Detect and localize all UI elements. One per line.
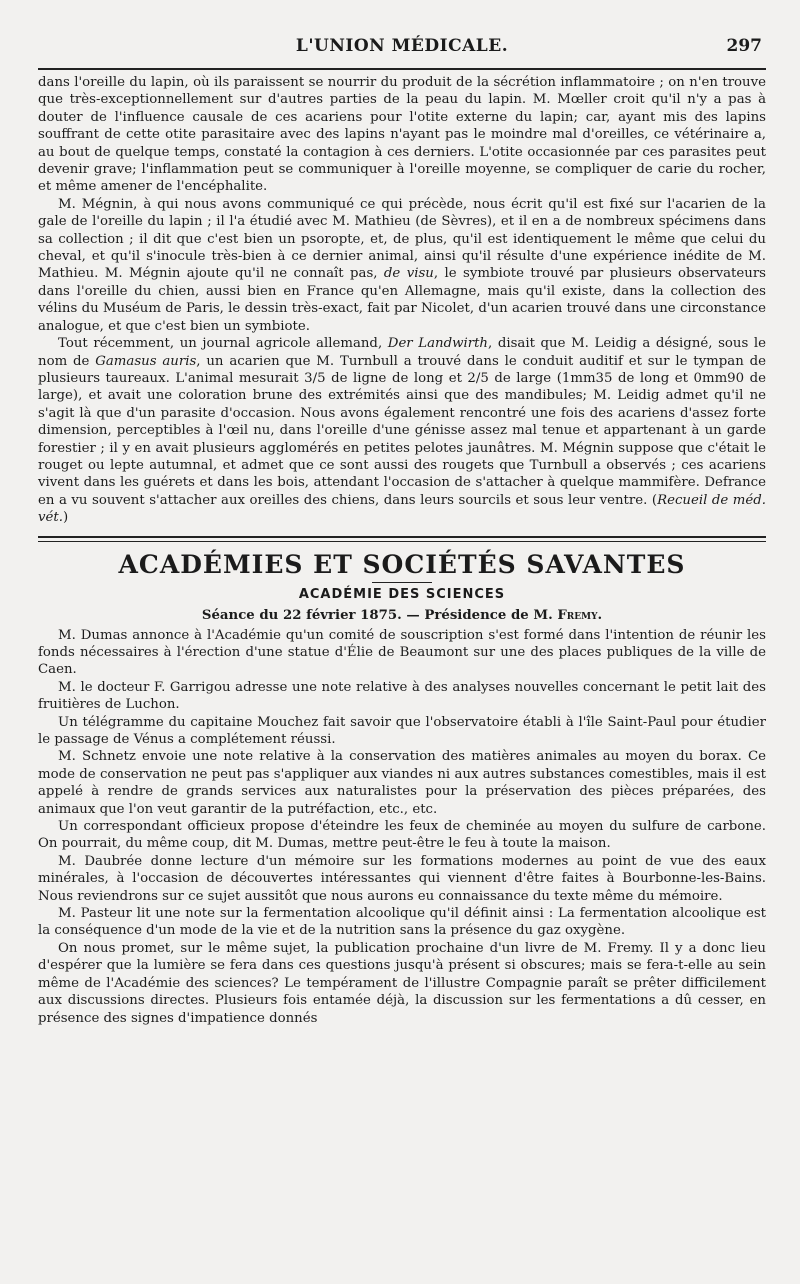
section-subtitle: ACADÉMIE DES SCIENCES <box>298 586 506 602</box>
running-head <box>38 36 766 58</box>
header-rule <box>38 68 766 70</box>
paragraph: Un correspondant officieux propose d'éteindre les feux de cheminée au moyen du sulfure de carbone. On pourrait, du même coup, dit M. Dumas, mettre peut-être le feu à toute la maison. <box>38 819 766 852</box>
paragraph: M. Mégnin, à qui nous avons communiqué ce qui précède, nous écrit qu'il est fixé sur l'acarien de la gale de l'oreille du lapin ; il l'a étudié avec M. Mathieu (de Sèvres), et il en a de nombreux spécimens dans sa collection ; il dit que c'est bien un psoropte, et, de plus, qu'il est identiquement le même que celui du cheval, et qu'il s'inocule très-bien à ce dernier animal, ainsi qu'il résulte d'une expérience inédite de M. Mathieu. M. Mégnin ajoute qu'il ne connaît pas, de visu, le symbiote trouvé par plusieurs observateurs dans l'oreille du chien, aussi bien en France qu'en Allemagne, mais qu'il existe, dans la collection des vélins du Muséum de Paris, le dessin très-exact, fait par Nicolet, d'un acarien trouvé dans une circonstance analogue, et que c'est bien un symbiote. <box>38 196 767 334</box>
paragraph: Un télégramme du capitaine Mouchez fait savoir que l'observatoire établi à l'île Saint-Paul pour étudier le passage de Vénus a complétement réussi. <box>38 714 766 747</box>
page-number: 297 <box>726 36 762 56</box>
paragraph: M. le docteur F. Garrigou adresse une note relative à des analyses nouvelles concernant le petit lait des fruitières de Luchon. <box>38 679 766 713</box>
paragraph: On nous promet, sur le même sujet, la publication prochaine d'un livre de M. Fremy. Il y a donc lieu d'espérer que la lumière se fera dans ces questions jusqu'à présent si obscures; mais se fera-t-elle au sein même de l'Académie des sciences? Le tempérament de l'illustre Compagnie paraît se prêter difficilement aux discussions directes. Plusieurs fois entamée déjà, la discussion sur les fermentations a dû cesser, en présence des signes d'impatience donnés <box>38 940 766 1026</box>
paragraph: M. Schnetz envoie une note relative à la conservation des matières animales au moyen du borax. Ce mode de conservation ne peut pas s'appliquer aux viandes ni aux autres substances comestibles, mais il est appelé à rendre de grands services aux naturalistes pour la préservation des pièces préparées, des animaux que l'on veut garantir de la putréfaction, etc., etc. <box>38 749 766 817</box>
paragraph: M. Daubrée donne lecture d'un mémoire sur les formations modernes au point de vue des eaux minérales, à l'occasion de découvertes intéressantes qui viennent d'être faites à Bourbonne-les-Bains. Nous reviendrons sur ce sujet aussitôt que nous aurons eu connaissance du texte même du mémoire. <box>38 853 766 904</box>
paragraph: Tout récemment, un journal agricole allemand, Der Landwirth, disait que M. Leidig a désigné, sous le nom de Gamasus auris, un acarien que M. Turnbull a trouvé dans le conduit auditif et sur le tympan de plusieurs taureaux. L'animal mesurait 3/5 de ligne de long et 2/5 de large (1mm35 de long et 0mm90 de large), et avait une coloration brune des extrémités ainsi que des mandibules; M. Leidig admet qu'il ne s'agit là que d'un parasite d'occasion. Nous avons également rencontré une fois des acariens d'assez forte dimension, perceptibles à l'œil nu, dans l'oreille d'une génisse assez mal tenue et appartenant à un garde forestier ; il y en avait plusieurs agglomérés en petites pelotes jaunâtres. M. Mégnin suppose que c'était le rouget ou lepte autumnal, et admet que ce sont aussi des rougets que Turnbull a observés ; ces acariens vivent dans les guérets et dans les bois, attendant l'occasion de s'attacher à quelque mammifère. Defrance en a vu souvent s'attacher aux oreilles des chiens, dans leurs sourcils et sous leur ventre. (Recueil de méd. vét.) <box>38 336 767 526</box>
paragraph: dans l'oreille du lapin, où ils paraissent se nourrir du produit de la sécrétion inflammatoire ; on n'en trouve que très-exceptionnellement sur d'autres parties de la peau du lapin. M. Mœller croit qu'il n'y a pas à douter de l'influence causale de ces acariens pour l'otite externe du lapin; car, ayant mis des lapins souffrant de cette otite parasitaire avec des lapins n'ayant pas le moindre mal d'oreilles, ce vétérinaire a, au bout de quelque temps, constaté la contagion à ces derniers. L'otite occasionnée par ces parasites peut devenir grave; l'inflammation peut se communiquer à l'oreille moyenne, se compliquer de carie du rocher, et même amener de l'encéphalite. <box>38 75 766 195</box>
page-body <box>38 74 766 1027</box>
paragraph: M. Dumas annonce à l'Académie qu'un comité de souscription s'est formé dans l'intention de réunir les fonds nécessaires à l'érection d'une statue d'Élie de Beaumont sur une des places publiques de la ville de Caen. <box>38 627 766 678</box>
section-divider <box>38 536 766 542</box>
section-title: ACADÉMIES ET SOCIÉTÉS SAVANTES <box>118 549 686 579</box>
paragraph: M. Pasteur lit une note sur la fermentation alcoolique qu'il définit ainsi : La fermentation alcoolique est la conséquence d'un mode de la vie et de la nutrition sans la présence du gaz oxygène. <box>38 906 766 939</box>
running-title: L'UNION MÉDICALE. <box>295 36 509 56</box>
title-rule <box>372 582 432 583</box>
seance-line: Séance du 22 février 1875. — Présidence de M. Fremy. <box>201 607 603 623</box>
